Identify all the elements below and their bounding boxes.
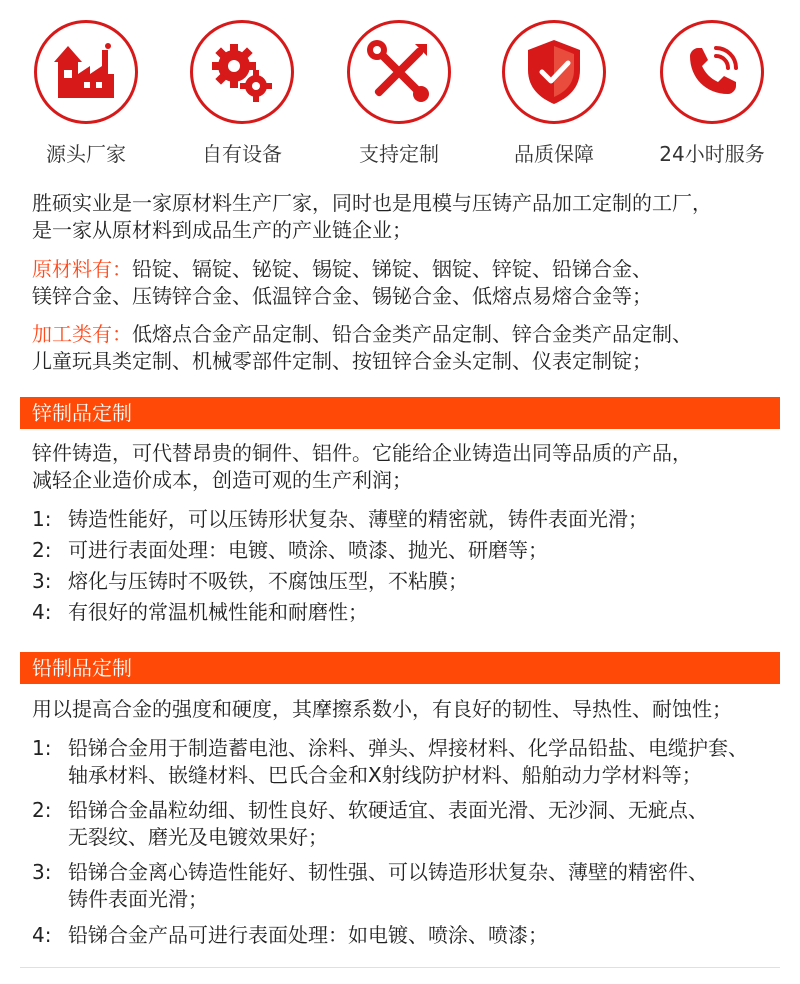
lead-list-item bbox=[32, 797, 784, 851]
process-line-1 bbox=[32, 321, 784, 348]
materials-line-2: 镁锌合金、压铸锌合金、低温锌合金、锡铋合金、低熔点易熔合金等； bbox=[32, 284, 652, 308]
phone-icon-circle bbox=[660, 20, 764, 124]
phone-icon bbox=[676, 36, 748, 108]
list-text-line-2: 无裂纹、磨光及电镀效果好； bbox=[68, 825, 328, 849]
lead-list-item bbox=[32, 859, 784, 913]
lead-desc: 用以提高合金的强度和硬度，其摩擦系数小，有良好的韧性、导热性、耐蚀性； bbox=[32, 697, 732, 721]
factory-icon bbox=[50, 36, 122, 108]
tools-icon-circle bbox=[347, 20, 451, 124]
zinc-list-item bbox=[32, 568, 784, 595]
lead-list-item bbox=[32, 735, 784, 789]
feature-factory bbox=[26, 20, 146, 167]
list-number: 3: bbox=[32, 860, 52, 884]
shield-icon-circle bbox=[502, 20, 606, 124]
process-label: 加工类有： bbox=[32, 322, 132, 346]
materials-label: 原材料有： bbox=[32, 257, 132, 281]
divider bbox=[20, 967, 780, 968]
list-number: 2: bbox=[32, 798, 52, 822]
zinc-desc-line-1: 锌件铸造，可代替昂贵的铜件、铝件。它能给企业铸造出同等品质的产品， bbox=[32, 441, 692, 465]
list-text: 熔化与压铸时不吸铁，不腐蚀压型，不粘膜； bbox=[68, 569, 468, 593]
feature-label: 24小时服务 bbox=[659, 142, 765, 166]
zinc-section-header: 锌制品定制 bbox=[20, 397, 780, 429]
feature-service bbox=[652, 20, 772, 167]
lead-section-header: 铅制品定制 bbox=[20, 652, 780, 684]
zinc-list-item bbox=[32, 537, 784, 564]
factory-icon-circle bbox=[34, 20, 138, 124]
list-text: 铸造性能好，可以压铸形状复杂、薄壁的精密就，铸件表面光滑； bbox=[68, 507, 648, 531]
feature-label: 品质保障 bbox=[514, 142, 594, 166]
list-text-line-1: 铅锑合金用于制造蓄电池、涂料、弹头、焊接材料、化学品铅盐、电缆护套、 bbox=[68, 736, 748, 760]
feature-icons-row bbox=[0, 20, 800, 170]
tools-icon bbox=[363, 36, 435, 108]
list-number: 4: bbox=[32, 923, 52, 947]
gears-icon bbox=[206, 36, 278, 108]
process-line-2: 儿童玩具类定制、机械零部件定制、按钮锌合金头定制、仪表定制锭； bbox=[32, 349, 652, 373]
intro-line-1: 胜硕实业是一家原材料生产厂家，同时也是甩模与压铸产品加工定制的工厂， bbox=[32, 191, 712, 215]
list-number: 3: bbox=[32, 569, 52, 593]
list-text: 可进行表面处理：电镀、喷涂、喷漆、抛光、研磨等； bbox=[68, 538, 548, 562]
feature-label: 自有设备 bbox=[202, 142, 282, 166]
feature-quality bbox=[494, 20, 614, 167]
list-number: 1: bbox=[32, 507, 52, 531]
lead-list-item bbox=[32, 922, 784, 949]
materials-text-1: 铅锭、镉锭、铋锭、锡锭、锑锭、铟锭、锌锭、铅锑合金、 bbox=[132, 257, 652, 281]
feature-label: 源头厂家 bbox=[46, 142, 126, 166]
feature-label: 支持定制 bbox=[359, 142, 439, 166]
list-text-line-1: 铅锑合金晶粒幼细、韧性良好、软硬适宜、表面光滑、无沙洞、无疵点、 bbox=[68, 798, 708, 822]
intro-line-2: 是一家从原材料到成品生产的产业链企业； bbox=[32, 218, 412, 242]
list-number: 1: bbox=[32, 736, 52, 760]
feature-equipment bbox=[182, 20, 302, 167]
list-text: 有很好的常温机械性能和耐磨性； bbox=[68, 600, 368, 624]
zinc-list-item bbox=[32, 506, 784, 533]
materials-line-1 bbox=[32, 256, 784, 283]
feature-custom bbox=[339, 20, 459, 167]
list-number: 2: bbox=[32, 538, 52, 562]
list-text-line-1: 铅锑合金产品可进行表面处理：如电镀、喷涂、喷漆； bbox=[68, 923, 548, 947]
zinc-list-item bbox=[32, 599, 784, 626]
zinc-desc-line-2: 减轻企业造价成本，创造可观的生产利润； bbox=[32, 468, 412, 492]
list-text-line-1: 铅锑合金离心铸造性能好、韧性强、可以铸造形状复杂、薄壁的精密件、 bbox=[68, 860, 708, 884]
process-text-1: 低熔点合金产品定制、铅合金类产品定制、锌合金类产品定制、 bbox=[132, 322, 692, 346]
gears-icon-circle bbox=[190, 20, 294, 124]
list-text-line-2: 铸件表面光滑； bbox=[68, 887, 208, 911]
list-number: 4: bbox=[32, 600, 52, 624]
shield-check-icon bbox=[518, 36, 590, 108]
list-text-line-2: 轴承材料、嵌缝材料、巴氏合金和X射线防护材料、船舶动力学材料等； bbox=[68, 763, 702, 787]
